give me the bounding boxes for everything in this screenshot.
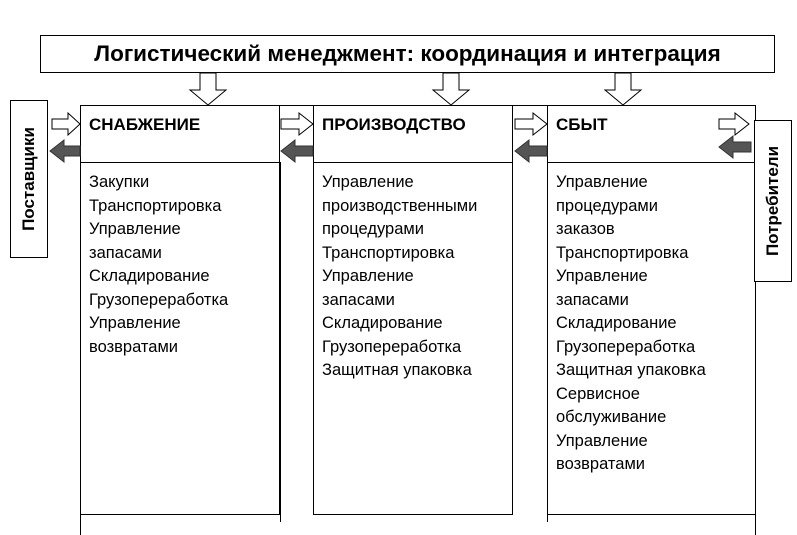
right-arrow-supply-to-production	[281, 113, 315, 137]
down-arrow-production	[433, 73, 473, 106]
right-arrow-suppliers-to-supply	[52, 113, 82, 137]
list-item: Транспортировка	[89, 196, 222, 215]
list-item: Управление	[89, 220, 181, 238]
list-item: производственными	[322, 196, 478, 215]
list-item: запасами	[322, 290, 395, 309]
list-item: Грузопереработка	[89, 290, 229, 309]
list-item: Закупки	[89, 173, 150, 191]
diagram-title: Логистический менеджмент: координация и интеграция	[40, 35, 775, 73]
sales-function-list	[548, 163, 755, 477]
list-item: Транспортировка	[556, 243, 689, 262]
left-arrow-supply-to-suppliers	[50, 140, 82, 164]
down-arrow-supply	[190, 73, 230, 106]
list-item: Управление	[556, 431, 648, 450]
list-item: Управление	[322, 173, 414, 191]
column-separator	[280, 162, 281, 522]
down-arrow-sales	[605, 73, 645, 106]
consumers-label	[754, 120, 792, 282]
list-item: Транспортировка	[322, 243, 455, 262]
list-item: возвратами	[556, 455, 646, 473]
list-item: процедурами	[322, 220, 424, 238]
list-item: возвратами	[89, 337, 179, 356]
list-item: Сервисное	[556, 384, 640, 403]
right-arrow-sales-to-consumers	[719, 113, 751, 137]
list-item: Защитная упаковка	[322, 361, 472, 379]
suppliers-label	[10, 100, 48, 258]
list-item: Грузопереработка	[322, 337, 462, 356]
list-item: Управление	[556, 173, 648, 191]
list-item: Складирование	[322, 314, 443, 332]
list-item: Управление	[322, 267, 414, 285]
column-supply	[80, 105, 280, 515]
consumers-label-text: Потребители	[763, 145, 783, 257]
supply-function-list	[81, 163, 279, 359]
list-item: запасами	[89, 243, 162, 262]
dept-header-supply: СНАБЖЕНИЕ	[81, 106, 279, 163]
production-function-list	[314, 163, 512, 383]
list-item: Складирование	[556, 314, 677, 332]
list-item: Управление	[556, 267, 648, 285]
list-item: Управление	[89, 314, 181, 332]
left-arrow-production-to-supply	[281, 140, 315, 164]
list-item: процедурами	[556, 196, 658, 215]
list-item: Защитная упаковка	[556, 361, 706, 379]
column-sales	[547, 105, 756, 515]
left-arrow-sales-to-production	[515, 140, 549, 164]
right-arrow-production-to-sales	[515, 113, 549, 137]
list-item: запасами	[556, 290, 629, 309]
suppliers-label-text: Поставщики	[19, 127, 39, 231]
list-item: заказов	[556, 220, 615, 238]
dept-header-sales: СБЫТ	[548, 106, 755, 163]
list-item: Складирование	[89, 267, 210, 285]
column-production	[313, 105, 513, 515]
list-item: Грузопереработка	[556, 337, 696, 356]
list-item: обслуживание	[556, 408, 667, 426]
dept-header-production: ПРОИЗВОДСТВО	[314, 106, 512, 163]
left-arrow-consumers-to-sales	[719, 136, 753, 160]
